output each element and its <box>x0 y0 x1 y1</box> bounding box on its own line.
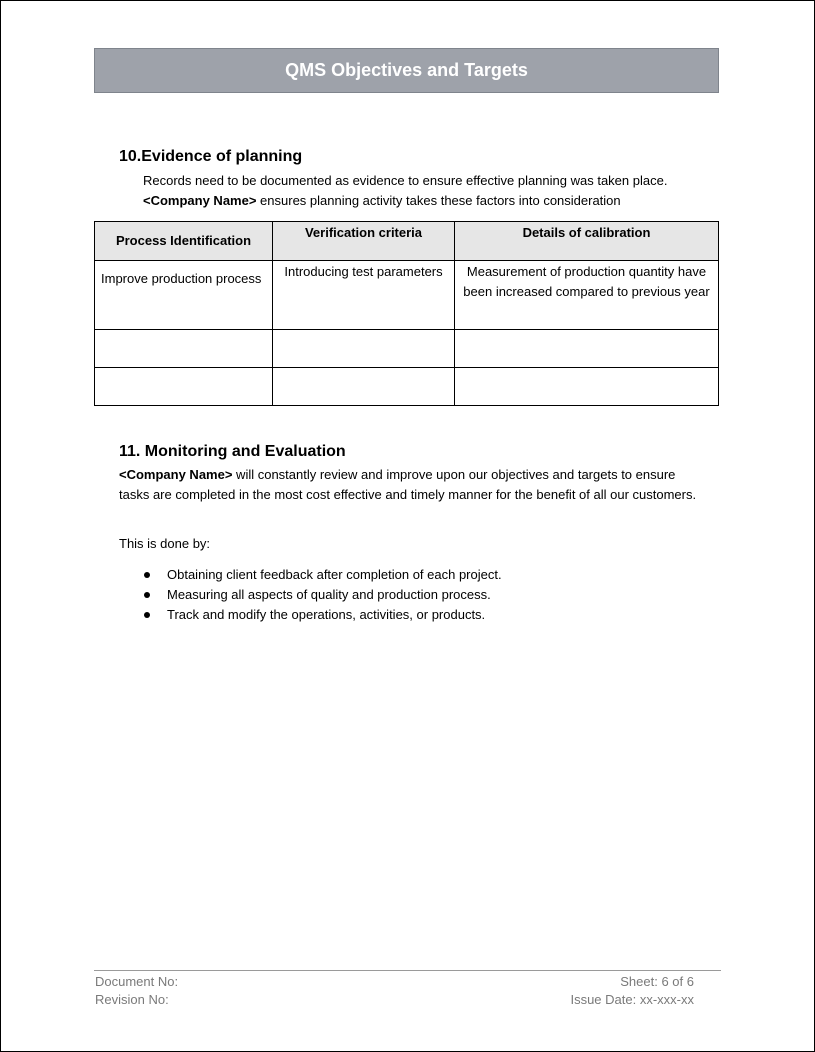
list-item-text: Obtaining client feedback after completion of each project. <box>167 567 502 582</box>
section-10-line-2-text: ensures planning activity takes these factors into consideration <box>256 193 621 208</box>
table-cell <box>95 330 273 368</box>
footer-sheet-number: Sheet: 6 of 6 <box>620 974 694 989</box>
footer-revision-no: Revision No: <box>95 992 169 1007</box>
table-cell: Improve production process <box>95 261 273 330</box>
table-cell <box>455 368 719 406</box>
section-10-line-2 <box>143 191 723 211</box>
col-header-verification: Verification criteria <box>273 222 455 261</box>
list-item <box>119 585 502 605</box>
table-row <box>95 330 719 368</box>
list-item-text: Track and modify the operations, activities, or products. <box>167 607 486 622</box>
section-10-line-1: Records need to be documented as evidence to ensure effective planning was taken place. <box>143 173 668 188</box>
table-cell: Introducing test parameters <box>273 261 455 330</box>
section-11-title: 11. Monitoring and Evaluation <box>119 443 346 460</box>
bullet-list <box>119 565 502 625</box>
header-band <box>94 48 719 93</box>
done-by-label: This is done by: <box>119 536 211 551</box>
table-cell <box>273 368 455 406</box>
list-item <box>119 605 502 625</box>
company-name-tag: <Company Name> <box>143 193 257 208</box>
table-header-row <box>95 222 719 261</box>
bullet-icon <box>144 592 150 598</box>
document-title: QMS Objectives and Targets <box>285 60 528 80</box>
section-10-title: 10.Evidence of planning <box>119 148 303 165</box>
table-cell <box>455 330 719 368</box>
col-header-process: Process Identification <box>95 222 273 261</box>
list-item-text: Measuring all aspects of quality and production process. <box>167 587 491 602</box>
col-header-calibration: Details of calibration <box>455 222 719 261</box>
table-row <box>95 261 719 330</box>
section-11-paragraph <box>119 465 709 505</box>
footer-document-no: Document No: <box>95 974 179 989</box>
company-name-tag: <Company Name> <box>119 467 233 482</box>
table-cell <box>95 368 273 406</box>
bullet-icon <box>144 572 150 578</box>
list-item <box>119 565 502 585</box>
evidence-table <box>94 221 719 406</box>
section-11-paragraph-text: will constantly review and improve upon our objectives and targets to ensure tasks are completed in the most cost effective and timely manner for the benefit of all our customers. <box>119 467 697 502</box>
bullet-icon <box>144 612 150 618</box>
table-cell <box>273 330 455 368</box>
table-cell: Measurement of production quantity have been increased compared to previous year <box>455 261 719 330</box>
table-row <box>95 368 719 406</box>
footer-issue-date: Issue Date: xx-xxx-xx <box>570 992 694 1007</box>
footer-divider <box>94 970 721 971</box>
